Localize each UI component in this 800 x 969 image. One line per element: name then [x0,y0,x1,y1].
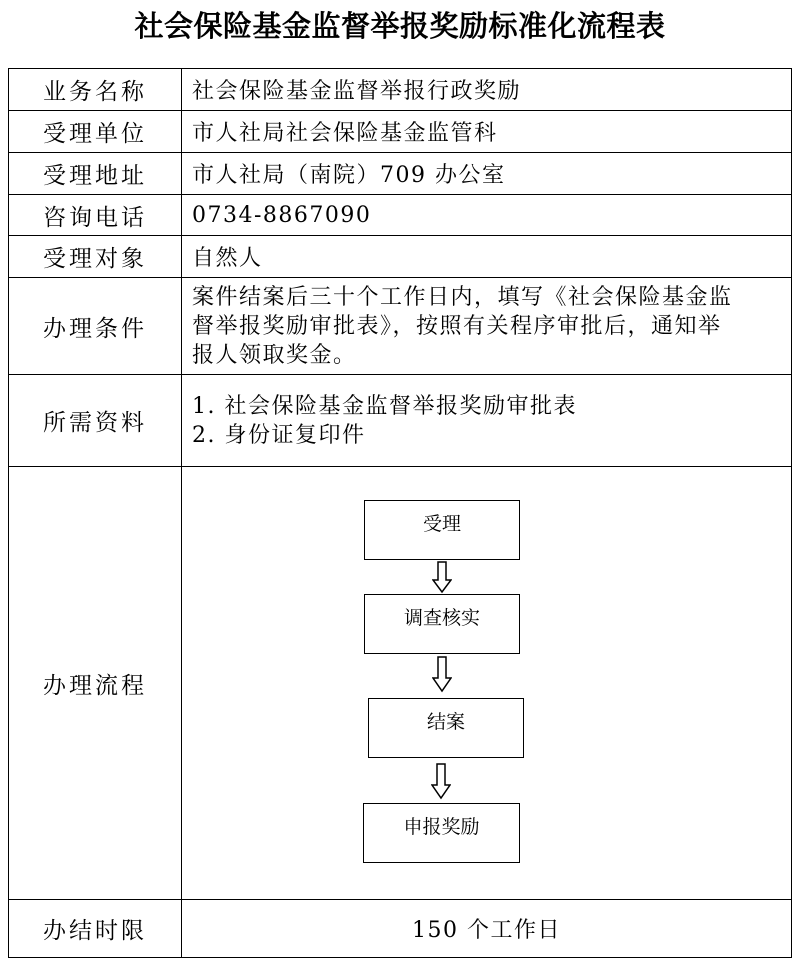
process-table [8,68,792,958]
row-value: 社会保险基金监督举报行政奖励 [182,69,792,111]
conditions-label: 办理条件 [9,278,182,375]
down-arrow-icon [432,560,452,594]
process-label: 办理流程 [9,467,182,900]
materials-label: 所需资料 [9,375,182,467]
row-label: 业务名称 [9,69,182,111]
table-row [9,236,792,278]
materials-item: 1. 社会保险基金监督举报奖励审批表 [192,393,577,419]
row-value: 自然人 [182,236,792,278]
row-value: 0734-8867090 [182,195,792,236]
table-row [9,467,792,900]
down-arrow-icon [432,655,452,693]
table-row [9,195,792,236]
down-arrow-icon [431,762,451,800]
row-value: 市人社局社会保险基金监管科 [182,111,792,153]
table-row [9,153,792,195]
flow-step-box: 调查核实 [364,594,520,654]
flow-step-box: 结案 [368,698,524,758]
row-value: 市人社局（南院）709 办公室 [182,153,792,195]
table-row [9,278,792,375]
row-label: 受理地址 [9,153,182,195]
table-row [9,111,792,153]
table-row [9,375,792,467]
row-label: 受理对象 [9,236,182,278]
table-row [9,69,792,111]
conditions-line: 督举报奖励审批表》，按照有关程序审批后，通知举 [192,313,722,339]
time-limit-label: 办结时限 [9,900,182,958]
row-label: 咨询电话 [9,195,182,236]
materials-value [182,375,792,467]
flowchart [182,467,792,900]
table-row [9,900,792,958]
row-label: 受理单位 [9,111,182,153]
conditions-line: 案件结案后三十个工作日内，填写《社会保险基金监 [192,284,733,310]
conditions-value [182,278,792,375]
time-limit-value: 150 个工作日 [182,900,792,958]
flow-step-box: 受理 [364,500,520,560]
conditions-line: 报人领取奖金。 [192,342,357,368]
flow-step-box: 申报奖励 [363,803,520,863]
materials-item: 2. 身份证复印件 [192,422,366,448]
page-title: 社会保险基金监督举报奖励标准化流程表 [134,9,666,43]
